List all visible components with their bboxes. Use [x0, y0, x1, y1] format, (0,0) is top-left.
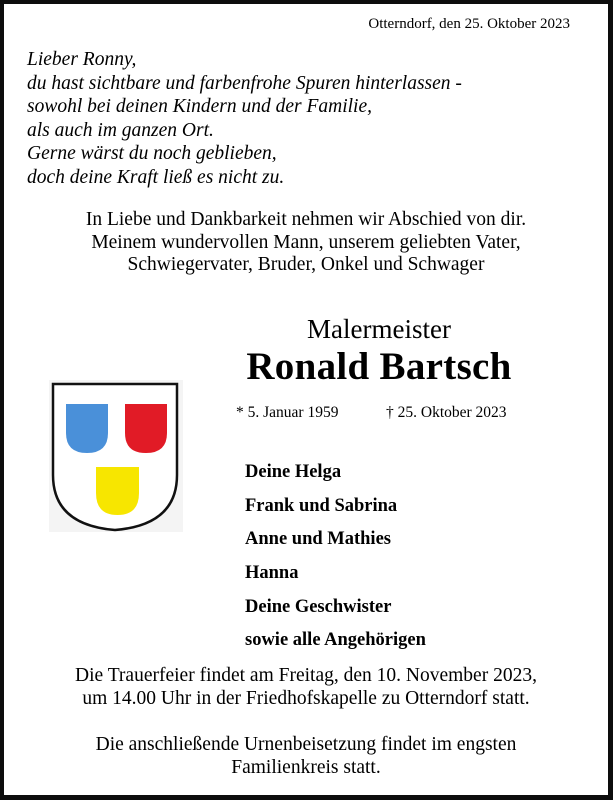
ceremony-line: Die Trauerfeier findet am Freitag, den 10. November 2023,: [75, 665, 537, 686]
obituary-notice: [4, 4, 608, 795]
mourner: Deine Geschwister: [245, 596, 392, 617]
mourner: sowie alle Angehörigen: [245, 630, 426, 651]
poem-line: als auch im ganzen Ort.: [27, 119, 214, 141]
burial-line: Familienkreis statt.: [231, 757, 381, 778]
poem-line: Gerne wärst du noch geblieben,: [27, 143, 277, 165]
poem-line: Lieber Ronny,: [27, 49, 137, 70]
farewell-intro: [4, 209, 608, 277]
deceased-name: Ronald Bartsch: [246, 345, 512, 388]
poem: [27, 48, 462, 190]
funeral-service-info: [4, 664, 608, 710]
mourner: Deine Helga: [245, 462, 342, 482]
poem-line: sowohl bei deinen Kindern und der Familie,: [27, 96, 373, 118]
burial-line: Die anschließende Urnenbeisetzung findet im engsten: [95, 734, 517, 755]
painters-guild-crest-icon: [49, 380, 183, 532]
death-date: † 25. Oktober 2023: [386, 404, 507, 421]
birth-date: * 5. Januar 1959: [236, 404, 339, 421]
intro-line: Schwiegervater, Bruder, Onkel und Schwager: [127, 254, 485, 275]
place-date: Otterndorf, den 25. Oktober 2023: [368, 16, 570, 32]
mourners-list: [245, 460, 426, 662]
poem-line: du hast sichtbare und farbenfrohe Spuren hinterlassen -: [27, 72, 462, 94]
deceased-title: Malermeister: [307, 314, 451, 344]
mourner: Frank und Sabrina: [245, 495, 398, 516]
urn-burial-info: [4, 733, 608, 779]
mourner: Anne und Mathies: [245, 529, 391, 550]
mourner: Hanna: [245, 563, 299, 584]
ceremony-line: um 14.00 Uhr in der Friedhofskapelle zu Otterndorf statt.: [82, 688, 530, 709]
poem-line: doch deine Kraft ließ es nicht zu.: [27, 166, 285, 188]
intro-line: In Liebe und Dankbarkeit nehmen wir Abschied von dir.: [85, 209, 527, 230]
intro-line: Meinem wundervollen Mann, unserem geliebten Vater,: [91, 231, 521, 253]
